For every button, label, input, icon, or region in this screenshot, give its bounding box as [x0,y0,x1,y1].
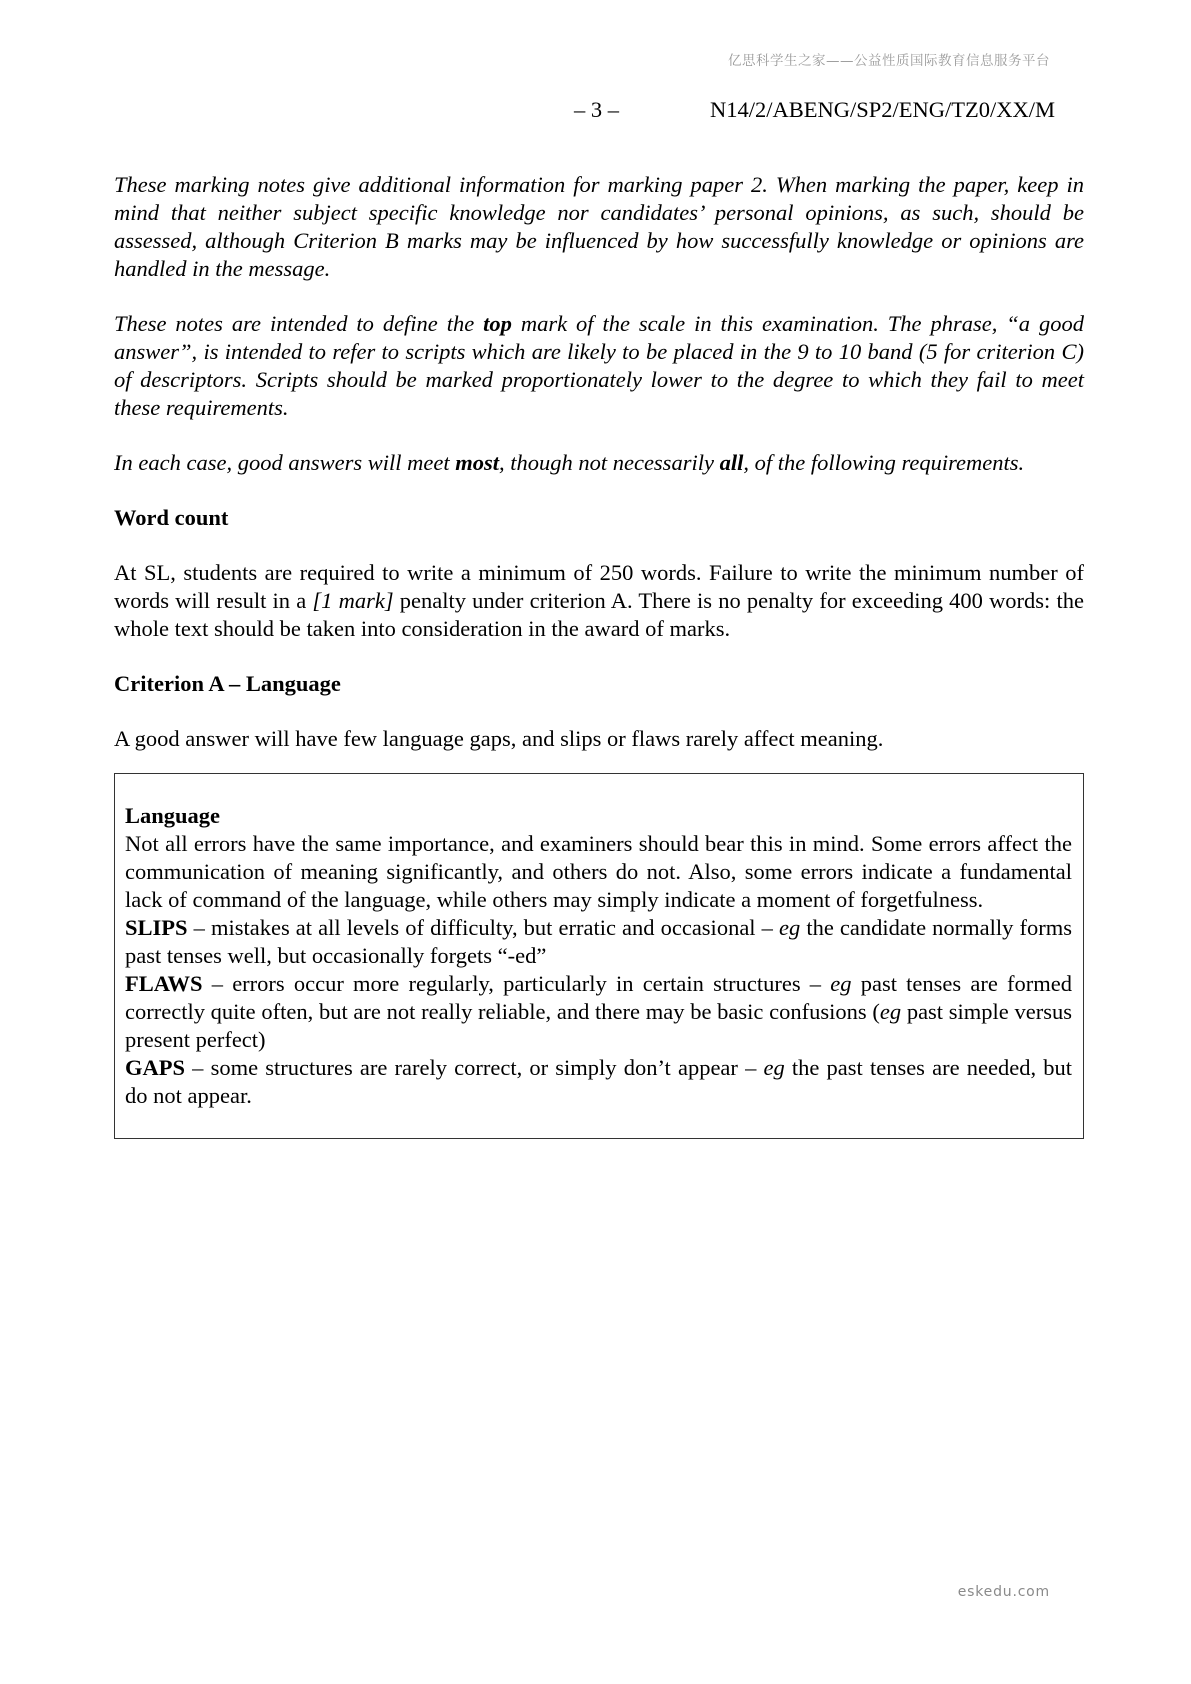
gaps-definition [125,1054,1072,1110]
criterion-a-heading: Criterion A – Language [114,671,341,696]
bottom-watermark: eskedu.com [957,1584,1050,1600]
flaws-eg: eg [830,971,852,996]
gaps-text-a: – some structures are rarely correct, or simply don’t appear – [185,1055,764,1080]
gaps-text-b: the past tenses are needed, but do not appear. [125,1055,1072,1108]
intro-p2-text-b: mark of the scale in this examination. The phrase, “a good answer”, is intended to refer to scripts which are likely to be placed in the 9 to 10 band (5 for criterion C) of descriptors. Scripts should be marked proportionately lower to the degree to which they fail to meet these requirements. [114,311,1084,420]
word-count-text-a: At SL, students are required to write a minimum of 250 words. Failure to write the minimum number of words will result in a [114,560,1084,613]
word-count-heading: Word count [114,505,229,530]
flaws-text-a: – errors occur more regularly, particularly in certain structures – [202,971,831,996]
intro-p3-text-a: In each case, good answers will meet [114,450,456,475]
intro-p2-text-a: These notes are intended to define the [114,311,484,336]
penalty-mark: [1 mark] [312,588,394,613]
slips-label: SLIPS [125,915,188,940]
intro-p3-text-c: , of the following requirements. [743,450,1025,475]
flaws-text-c: past simple versus present perfect) [125,999,1072,1052]
language-box [114,773,1084,1139]
emphasis-most: most [455,450,499,475]
word-count-text-b: penalty under criterion A. There is no penalty for exceeding 400 words: the whole text should be taken into consideration in the award of marks. [114,588,1084,641]
document-code: N14/2/ABENG/SP2/ENG/TZ0/XX/M [710,97,1056,122]
intro-paragraph-3 [114,449,1084,477]
gaps-eg: eg [763,1055,785,1080]
gaps-label: GAPS [125,1055,186,1080]
slips-text-a: – mistakes at all levels of difficulty, but erratic and occasional – [187,915,779,940]
word-count-paragraph [114,559,1084,643]
emphasis-top: top [483,311,512,336]
slips-definition [125,914,1072,970]
flaws-text-b: past tenses are formed correctly quite often, but are not really reliable, and there may be basic confusions ( [125,971,1073,1024]
slips-eg: eg [778,915,801,940]
flaws-eg-2: eg [879,999,902,1024]
slips-text-b: the candidate normally forms past tenses well, but occasionally forgets “-ed” [125,915,1072,968]
document-body [114,171,1084,1139]
flaws-definition [125,970,1072,1054]
intro-paragraph-1: These marking notes give additional information for marking paper 2. When marking the paper, keep in mind that neither subject specific knowledge nor candidates’ personal opinions, as such, should be assessed, although Criterion B marks may be influenced by how successfully knowledge or opinions are handled in the message. [114,172,1084,281]
top-watermark: 亿思科学生之家——公益性质国际教育信息服务平台 [728,53,1050,69]
page-number: – 3 – [574,97,619,122]
intro-paragraph-2 [114,310,1084,422]
flaws-label: FLAWS [125,971,203,996]
language-box-intro: Not all errors have the same importance, and examiners should bear this in mind. Some errors affect the communication of meaning significantly, and others do not. Also, some errors indicate a fundamental lack of command of the language, while others may simply indicate a moment of forgetfulness. [125,831,1072,912]
criterion-a-paragraph: A good answer will have few language gaps, and slips or flaws rarely affect meaning. [114,726,884,751]
emphasis-all: all [719,450,744,475]
language-box-title: Language [125,803,221,828]
intro-p3-text-b: , though not necessarily [498,450,720,475]
